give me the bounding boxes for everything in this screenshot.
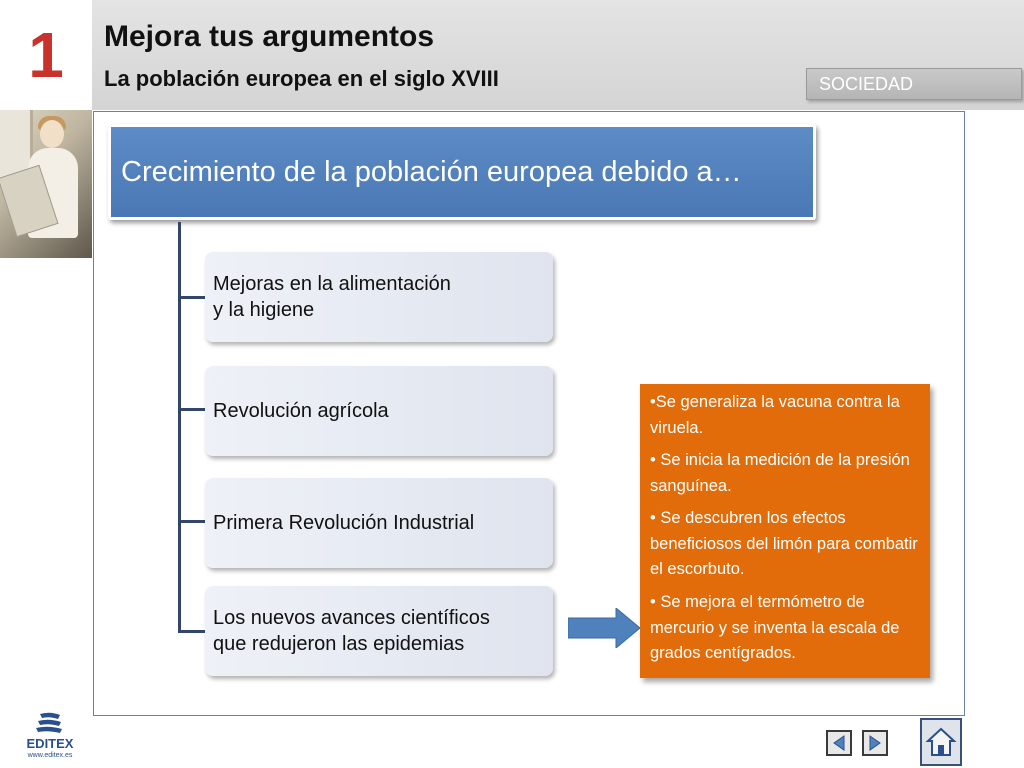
previous-slide-button[interactable] <box>826 730 852 756</box>
home-button[interactable] <box>920 718 962 766</box>
cause-item-line: Mejoras en la alimentación <box>213 273 451 295</box>
tree-connector-branch <box>178 520 208 523</box>
tree-connector-branch <box>178 630 208 633</box>
cause-item <box>205 252 553 342</box>
detail-item: • Se mejora el termómetro de mercurio y se inventa la escala de grados centígrados. <box>650 592 900 663</box>
previous-slide-icon <box>830 734 848 752</box>
tree-connector-vertical <box>178 222 181 632</box>
section-tag: SOCIEDAD <box>806 68 1022 100</box>
detail-item: • Se descubren los efectos beneficiosos del limón para combatir el escorbuto. <box>650 509 918 579</box>
painting-figure-head <box>40 120 64 148</box>
cause-item-line: que redujeron las epidemias <box>213 633 465 655</box>
subtitle-century: XVIII <box>451 66 499 91</box>
main-heading-box: Crecimiento de la población europea debido a… <box>108 124 816 220</box>
cause-item <box>205 366 553 456</box>
tree-connector-branch <box>178 296 208 299</box>
cause-item-line: y la higiene <box>213 299 315 321</box>
editex-logo[interactable] <box>18 712 82 762</box>
subtitle-text: La población europea en el siglo <box>104 66 452 91</box>
cause-item <box>205 586 553 676</box>
chapter-number: 1 <box>0 0 92 110</box>
detail-item: •Se generaliza la vacuna contra la viruela. <box>650 393 900 437</box>
home-icon <box>925 726 957 758</box>
detail-item: • Se inicia la medición de la presión sanguínea. <box>650 451 910 495</box>
tree-connector-branch <box>178 408 208 411</box>
cause-item <box>205 478 553 568</box>
logo-text: EDITEX <box>26 736 74 751</box>
logo-url: www.editex.es <box>27 752 73 759</box>
next-slide-icon <box>866 734 884 752</box>
next-slide-button[interactable] <box>862 730 888 756</box>
arrow-right-icon <box>568 608 640 648</box>
cause-item-line: Los nuevos avances científicos <box>213 607 490 629</box>
cause-item-line: Revolución agrícola <box>213 400 389 422</box>
page-subtitle <box>104 66 499 92</box>
editex-logo-icon <box>34 712 64 734</box>
painting-image <box>0 110 92 258</box>
page-title: Mejora tus argumentos <box>104 20 435 53</box>
cause-item-line: Primera Revolución Industrial <box>213 512 475 534</box>
details-box <box>640 384 930 678</box>
